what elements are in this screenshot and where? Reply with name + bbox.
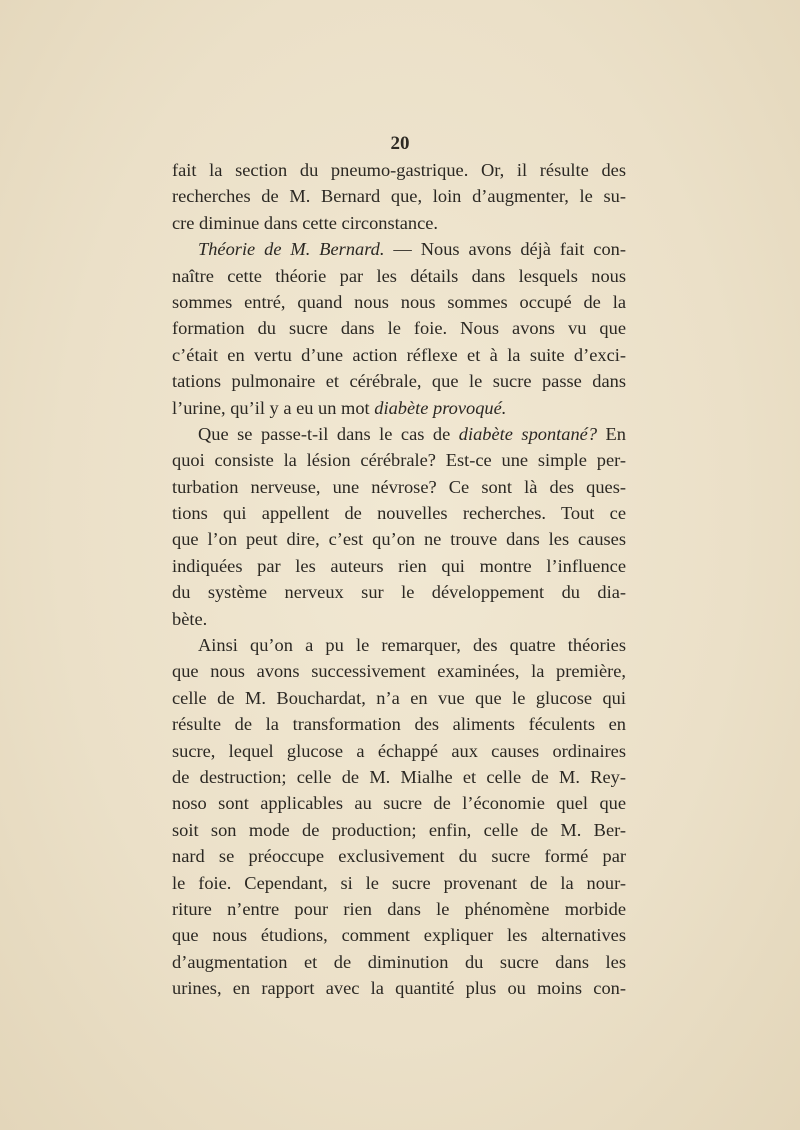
text-line: le foie. Cependant, si le sucre provenant de la nour-: [172, 872, 626, 893]
text-line: tions qui appellent de nouvelles recherches. Tout ce: [172, 503, 626, 524]
text-line: riture n’entre pour rien dans le phénomène morbide: [172, 898, 626, 919]
text-line: Théorie de M. Bernard. — Nous avons déjà fait con-: [198, 239, 626, 260]
text-line: que l’on peut dire, c’est qu’on ne trouve dans les causes: [172, 529, 626, 550]
text-line: formation du sucre dans le foie. Nous avons vu que: [172, 318, 626, 339]
text-line: naître cette théorie par les détails dans lesquels nous: [172, 265, 626, 286]
text-line: d’augmentation et de diminution du sucre dans les: [172, 951, 626, 972]
text-line: noso sont applicables au sucre de l’économie quel que: [172, 793, 626, 814]
italic-text: Théorie de M. Bernard.: [198, 239, 385, 260]
text-line: nard se préoccupe exclusivement du sucre formé par: [172, 846, 626, 867]
text-line: sucre, lequel glucose a échappé aux causes ordinaires: [172, 740, 626, 761]
text-line: celle de M. Bouchardat, n’a en vue que le glucose qui: [172, 687, 626, 708]
italic-text: diabète spontané?: [458, 423, 598, 444]
text-line: urines, en rapport avec la quantité plus ou moins con-: [172, 978, 626, 999]
body-text: [172, 157, 626, 1002]
text-line: fait la section du pneumo-gastrique. Or, il résulte des: [172, 160, 626, 180]
text-line: recherches de M. Bernard que, loin d’augmenter, le su-: [172, 186, 626, 207]
text-line: du système nerveux sur le développement du dia-: [172, 582, 626, 603]
text-line: résulte de la transformation des aliments féculents en: [172, 714, 626, 735]
text-line: indiquées par les auteurs rien qui montre l’influence: [172, 555, 626, 576]
text-line: c’était en vertu d’une action réflexe et à la suite d’exci-: [172, 344, 626, 365]
text-line: que nous avons successivement examinées, la première,: [172, 661, 626, 682]
text-line: sommes entré, quand nous nous sommes occupé de la: [172, 291, 626, 312]
text-line: de destruction; celle de M. Mialhe et celle de M. Rey-: [172, 766, 626, 787]
text-line: quoi consiste la lésion cérébrale? Est-ce une simple per-: [172, 450, 626, 471]
text-line: turbation nerveuse, une névrose? Ce sont là des ques-: [172, 476, 626, 497]
text-line: tations pulmonaire et cérébrale, que le sucre passe dans: [172, 371, 626, 392]
text-line: que nous étudions, comment expliquer les alternatives: [172, 925, 626, 946]
text-line: bète.: [172, 608, 208, 629]
text-line: Que se passe-t-il dans le cas de diabète spontané? En: [198, 423, 626, 444]
italic-text: diabète provoqué.: [374, 397, 507, 418]
text-line: cre diminue dans cette circonstance.: [172, 212, 439, 233]
text-line: l’urine, qu’il y a eu un mot diabète provoqué.: [172, 397, 507, 418]
page-number: 20: [390, 133, 410, 154]
text-line: Ainsi qu’on a pu le remarquer, des quatre théories: [198, 635, 626, 656]
text-line: soit son mode de production; enfin, celle de M. Ber-: [172, 819, 626, 840]
